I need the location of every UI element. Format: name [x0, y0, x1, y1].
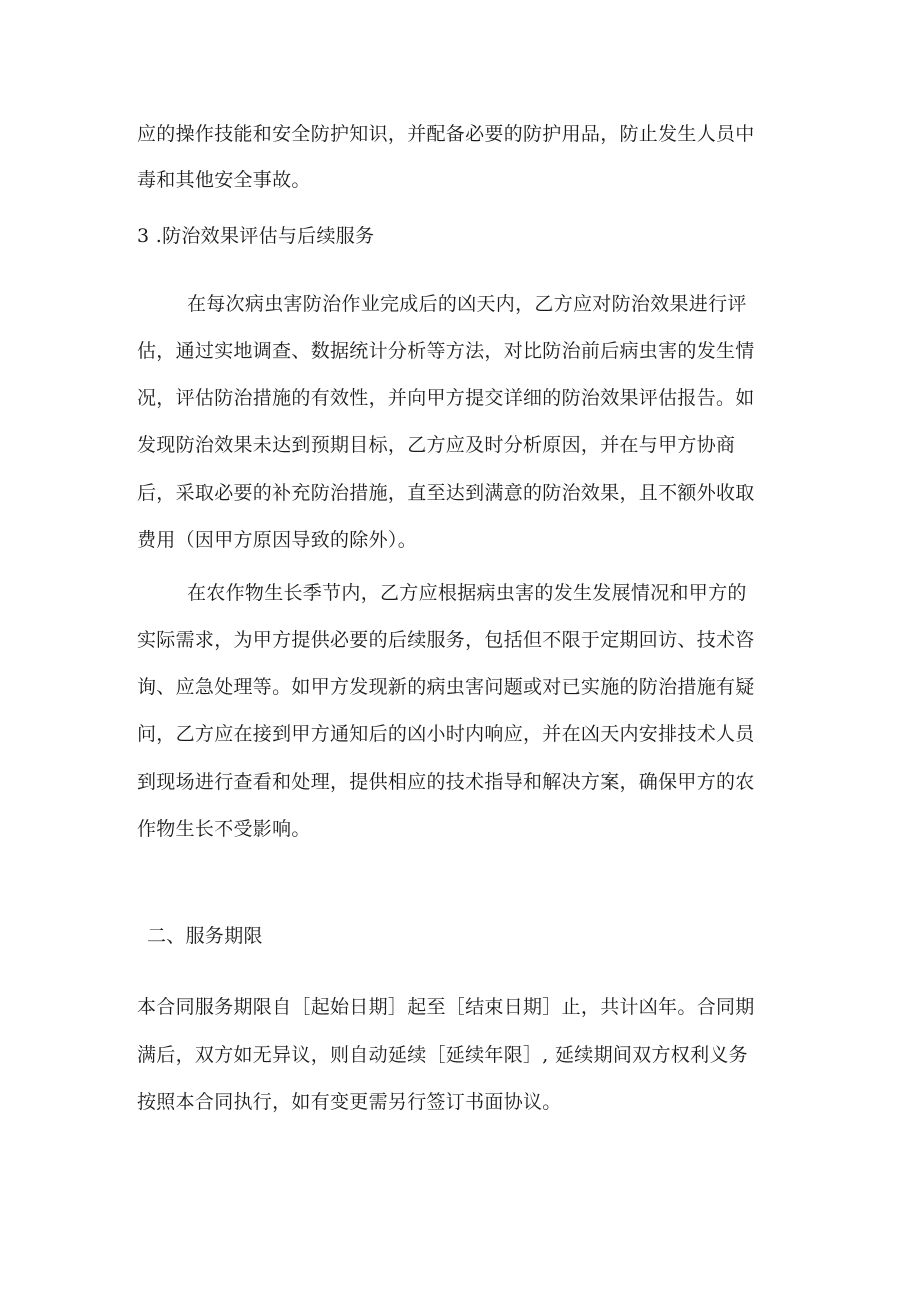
paragraph-line: 到现场进行查看和处理，提供相应的技术指导和解决方案，确保甲方的农	[137, 771, 755, 793]
paragraph-line: 况，评估防治措施的有效性，并向甲方提交详细的防治效果评估报告。如	[137, 387, 755, 409]
paragraph-line: 实际需求，为甲方提供必要的后续服务，包括但不限于定期回访、技术咨	[137, 629, 755, 651]
paragraph-line: 费用（因甲方原因导致的除外）。	[137, 529, 418, 551]
paragraph-line: 毒和其他安全事故。	[137, 169, 311, 191]
paragraph-line: 在农作物生长季节内，乙方应根据病虫害的发生发展情况和甲方的	[187, 582, 747, 604]
paragraph-line: 应的操作技能和安全防护知识，并配备必要的防护用品，防止发生人员中	[137, 123, 755, 145]
paragraph-line: 按照本合同执行，如有变更需另行签订书面协议。	[137, 1091, 562, 1113]
paragraph-line: 满后，双方如无异议，则自动延续［延续年限］, 延续期间双方权利义务	[137, 1044, 748, 1066]
paragraph-line: 发现防治效果未达到预期目标，乙方应及时分析原因，并在与甲方协商	[137, 434, 736, 456]
paragraph-line: 问，乙方应在接到甲方通知后的凶小时内响应，并在凶天内安排技术人员	[137, 723, 755, 745]
section-heading: 二、服务期限	[147, 925, 263, 947]
paragraph-line: 本合同服务期限自［起始日期］起至［结束日期］止，共计凶年。合同期	[137, 996, 755, 1018]
paragraph-line: 在每次病虫害防治作业完成后的凶天内，乙方应对防治效果进行评	[187, 293, 747, 315]
paragraph-line: 后，采取必要的补充防治措施，直至达到满意的防治效果，且不额外收取	[137, 482, 755, 504]
paragraph-line: 作物生长不受影响。	[137, 818, 311, 840]
paragraph-line: 估，通过实地调查、数据统计分析等方法，对比防治前后病虫害的发生情	[137, 340, 755, 362]
section-heading: 3 .防治效果评估与后续服务	[137, 225, 375, 247]
paragraph-line: 询、应急处理等。如甲方发现新的病虫害问题或对已实施的防治措施有疑	[137, 676, 755, 698]
